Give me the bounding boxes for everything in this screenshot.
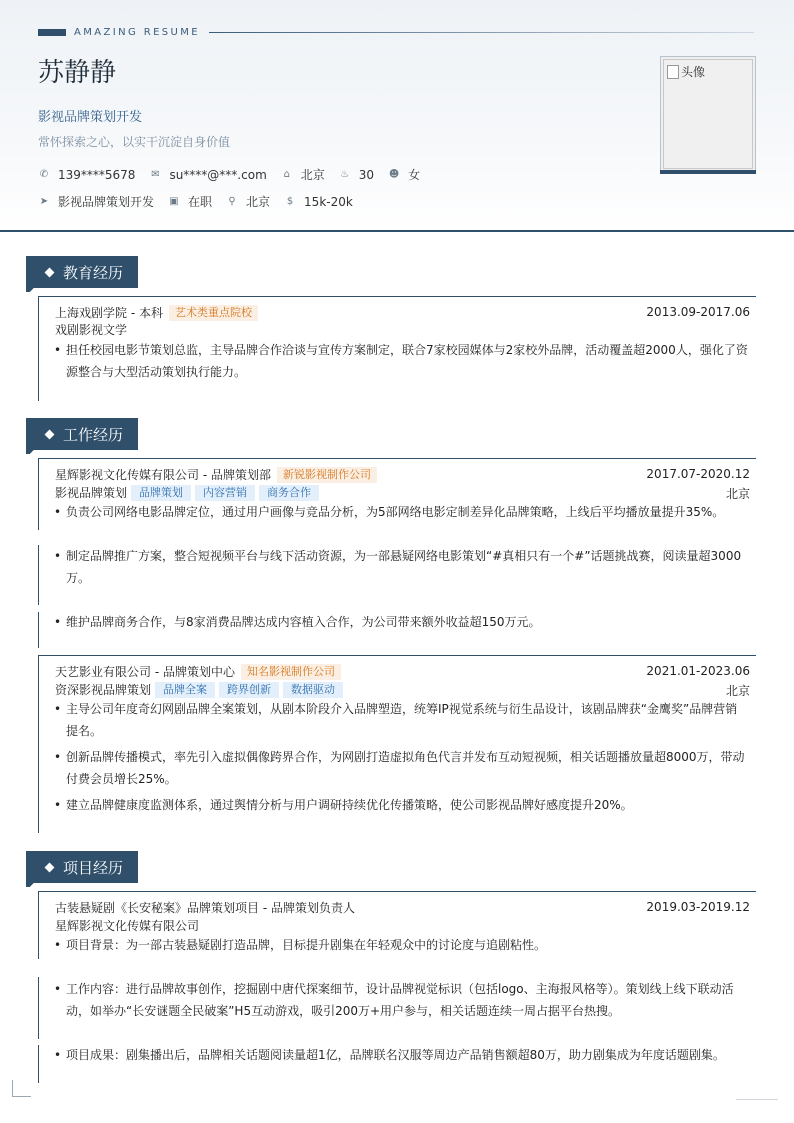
timeline-line bbox=[38, 655, 39, 833]
header-divider bbox=[0, 230, 794, 232]
intention-salary: $ 15k-20k bbox=[284, 195, 353, 209]
skill-tag: 跨界创新 bbox=[219, 682, 279, 698]
skill-tag: 内容营销 bbox=[195, 485, 255, 501]
avatar-alt: 头像 bbox=[667, 63, 705, 80]
job-position: 影视品牌策划 品牌策划 内容营销 商务合作 bbox=[55, 484, 319, 501]
skill-tag: 品牌策划 bbox=[131, 485, 191, 501]
cake-icon: ♨ bbox=[340, 168, 350, 180]
job-date: 2021.01-2023.06 bbox=[646, 664, 750, 678]
location-icon: ⚲ bbox=[228, 195, 236, 207]
intention-row bbox=[38, 193, 367, 210]
list-item: • 负责公司网络电影品牌定位，通过用户画像与竞品分析，为5部网络电影定制差异化品牌策略，上线后平均播放量提升35%。 bbox=[54, 505, 725, 519]
job-date: 2017.07-2020.12 bbox=[646, 467, 750, 481]
education-major: 戏剧影视文学 bbox=[55, 323, 128, 337]
diamond-icon bbox=[45, 267, 55, 277]
send-icon: ➤ bbox=[39, 195, 49, 207]
list-item: • 创新品牌传播模式，率先引入虚拟偶像跨界合作，为网剧打造虚拟角色代言并发布互动短视频，相关话题播放量超8000万，带动付费会员增长25%。 bbox=[54, 750, 745, 786]
diamond-icon bbox=[45, 429, 55, 439]
phone-icon: ✆ bbox=[39, 168, 49, 180]
job-company: 天艺影业有限公司 - 品牌策划中心 知名影视制作公司 bbox=[55, 663, 341, 680]
school-tag: 艺术类重点院校 bbox=[169, 305, 258, 321]
timeline-line bbox=[38, 891, 39, 959]
intention-city: ⚲ 北京 bbox=[226, 193, 270, 210]
contact-age: ♨ 30 bbox=[340, 167, 375, 182]
page-corner bbox=[12, 1080, 31, 1097]
briefcase-icon: ▣ bbox=[169, 195, 179, 207]
list-item: • 维护品牌商务合作，与8家消费品牌达成内容植入合作，为公司带来额外收益超150万元。 bbox=[54, 615, 541, 629]
company-tag: 新锐影视制作公司 bbox=[277, 467, 377, 483]
candidate-role: 影视品牌策划开发 bbox=[38, 110, 143, 125]
project-date: 2019.03-2019.12 bbox=[646, 900, 750, 914]
intention-status: ▣ 在职 bbox=[169, 195, 213, 209]
list-item: • 建立品牌健康度监测体系，通过舆情分析与用户调研持续优化传播策略，使公司影视品牌好感度提升20%。 bbox=[54, 798, 633, 812]
list-item: • 主导公司年度奇幻网剧品牌全案策划，从剧本阶段介入品牌塑造，统筹IP视觉系统与衍生品设计，该剧品牌获“金鹰奖”品牌营销提名。 bbox=[54, 702, 738, 738]
list-item: • 工作内容：进行品牌故事创作，挖掘剧中唐代探案细节，设计品牌视觉标识（包括logo、主海报风格等）。策划线上线下联动活动，如举办“长安谜题全民破案”H5互动游戏，吸引200万+用户参与，相关话题连续一周占据平台热搜。 bbox=[54, 982, 734, 1018]
list-item: • 担任校园电影节策划总监，主导品牌合作洽谈与宣传方案制定，联合7家校园媒体与2家校外品牌，活动覆盖超2000人，强化了资源整合与大型活动策划执行能力。 bbox=[54, 343, 748, 379]
timeline-line bbox=[38, 296, 39, 401]
list-item: • 制定品牌推广方案，整合短视频平台与线下活动资源，为一部悬疑网络电影策划“#真相只有一个#”话题挑战赛，阅读量超3000万。 bbox=[54, 549, 742, 585]
avatar-bar bbox=[660, 170, 756, 174]
avatar bbox=[660, 56, 756, 172]
contact-gender: ☻ 女 bbox=[388, 168, 421, 182]
mail-icon: ✉ bbox=[151, 168, 160, 180]
skill-tag: 数据驱动 bbox=[283, 682, 343, 698]
education-date: 2013.09-2017.06 bbox=[646, 305, 750, 319]
contact-city: ⌂ 北京 bbox=[281, 166, 325, 183]
diamond-icon bbox=[45, 862, 55, 872]
section-rule bbox=[38, 891, 756, 892]
home-icon: ⌂ bbox=[283, 168, 290, 180]
job-location: 北京 bbox=[725, 487, 750, 501]
timeline-line bbox=[38, 977, 39, 1039]
brand-rule bbox=[209, 32, 754, 33]
job-position: 资深影视品牌策划 品牌全案 跨界创新 数据驱动 bbox=[55, 681, 343, 698]
job-divider bbox=[38, 655, 756, 656]
job-location: 北京 bbox=[725, 684, 750, 698]
skill-tag: 商务合作 bbox=[259, 485, 319, 501]
gender-icon: ☻ bbox=[388, 168, 400, 180]
list-item: • 项目背景：为一部古装悬疑剧打造品牌，目标提升剧集在年轻观众中的讨论度与追剧粘性。 bbox=[54, 938, 547, 952]
brand-text: AMAZING RESUME bbox=[74, 27, 200, 38]
section-tail bbox=[26, 450, 38, 454]
job-company: 星辉影视文化传媒有限公司 - 品牌策划部 新锐影视制作公司 bbox=[55, 466, 377, 483]
contact-email: ✉ su****@***.com bbox=[151, 167, 267, 182]
section-rule bbox=[38, 296, 756, 297]
contact-row bbox=[38, 166, 434, 183]
intention-position: ➤ 影视品牌策划开发 bbox=[39, 195, 155, 209]
page-corner bbox=[736, 1099, 778, 1100]
broken-image-icon bbox=[667, 65, 679, 79]
timeline-line bbox=[38, 612, 39, 648]
section-work: 工作经历 bbox=[26, 418, 138, 450]
project-company: 星辉影视文化传媒有限公司 bbox=[55, 919, 200, 933]
contact-phone: ✆ 139****5678 bbox=[39, 167, 136, 182]
list-item: • 项目成果：剧集播出后，品牌相关话题阅读量超1亿，品牌联名汉服等周边产品销售额超80万，助力剧集成为年度话题剧集。 bbox=[54, 1048, 725, 1062]
timeline-line bbox=[38, 458, 39, 530]
company-tag: 知名影视制作公司 bbox=[241, 664, 341, 680]
candidate-motto: 常怀探索之心，以实干沉淀自身价值 bbox=[38, 135, 231, 149]
section-tail bbox=[26, 883, 38, 887]
salary-icon: $ bbox=[286, 195, 294, 207]
candidate-name: 苏静静 bbox=[38, 58, 117, 88]
timeline-line bbox=[38, 1045, 39, 1083]
section-education: 教育经历 bbox=[26, 256, 138, 288]
section-tail bbox=[26, 288, 38, 292]
brand-bar bbox=[38, 29, 66, 36]
project-name: 古装悬疑剧《长安秘案》品牌策划项目 - 品牌策划负责人 bbox=[55, 901, 355, 915]
section-project: 项目经历 bbox=[26, 851, 138, 883]
skill-tag: 品牌全案 bbox=[155, 682, 215, 698]
timeline-line bbox=[38, 545, 39, 605]
section-rule bbox=[38, 458, 756, 459]
education-school: 上海戏剧学院 - 本科 艺术类重点院校 bbox=[55, 304, 258, 321]
avatar-frame bbox=[663, 59, 753, 169]
